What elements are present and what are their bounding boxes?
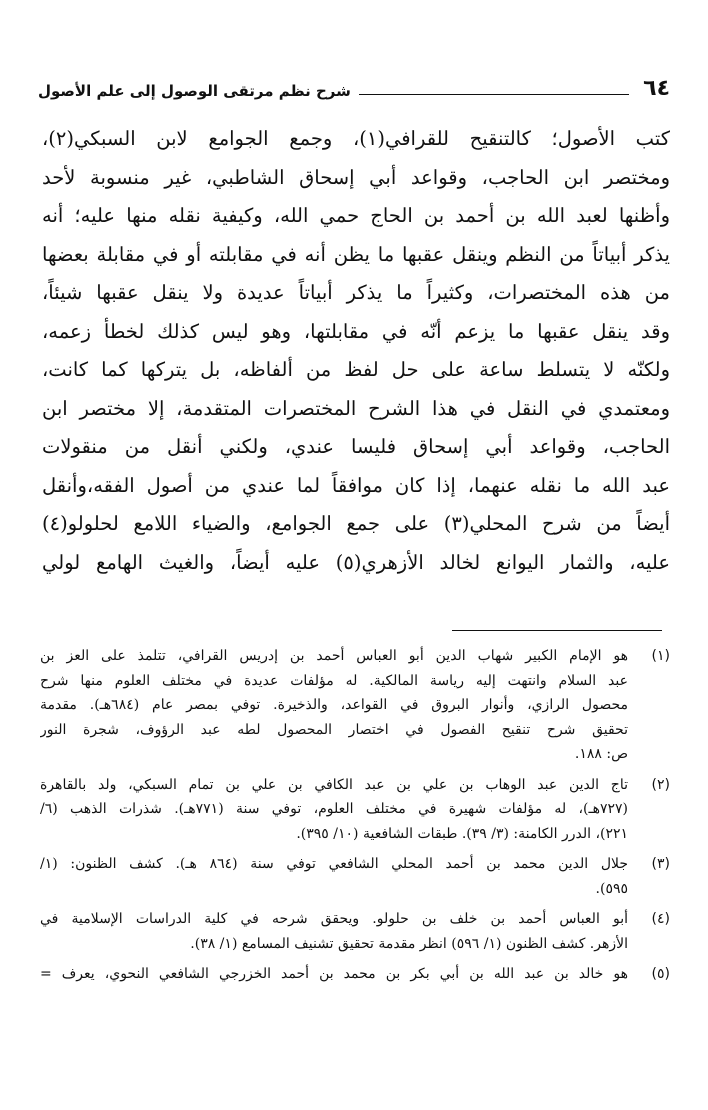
footnote-number: (٥) [651,966,670,982]
footnote-line: تاج الدين عبد الوهاب بن علي بن عبد الكافي بن علي بن تمام السبكي، ولد بالقاهرة [40,776,628,793]
footnote-5 [40,962,670,987]
footnote-line: هو خالد بن عبد الله بن أبي بكر بن محمد بن أحمد الخزرجي الشافعي النحوي، يعرف = [40,966,628,982]
footnote-body [40,852,628,901]
footnote-line: الأزهر. كشف الظنون (١/ ٥٩٦) انظر مقدمة تحقيق تشنيف المسامع (١/ ٣٨). [190,935,628,952]
text-line: عليه، والثمار اليوانع لخالد الأزهري(٥) عليه أيضاً، والغيث الهامع لولي [42,550,670,574]
text-line: وقد ينقل عقبها ما يزعم أنّه في مقابلتها، وهو ليس كذلك لخطأ زعمه، [42,319,670,343]
footnote-body [40,962,628,987]
footnote-4 [40,907,670,956]
page-number: ٦٤ [643,76,670,101]
text-line: يذكر أبياتاً من النظم وينقل عقبها ما يظن أنه في مقابلته أو في مقابلة بعضها [42,242,670,266]
text-line: الحاجب، وقواعد أبي إسحاق فليسا عندي، ولكني أنقل من منقولات [42,435,670,458]
footnote-2 [40,773,670,847]
text-line: وأظنها لعبد الله بن أحمد بن الحاج حمي الله، وكيفية نقله منها عليه؛ أنه [42,204,670,227]
footnote-number: (٤) [651,911,670,927]
footnote-line: عبد السلام وانتهت إليه رياسة المالكية. له مؤلفات عديدة في مختلف العلوم منها شرح [40,672,628,689]
footnote-line: ٢٢١)، الدرر الكامنة: (٣/ ٣٩). طبقات الشافعية (١٠/ ٣٩٥). [296,825,628,842]
footnote-body [40,644,628,767]
text-line: كتب الأصول؛ كالتنقيح للقرافي(١)، وجمع الجوامع لابن السبكي(٢)، [42,127,670,150]
footnote-1 [40,644,670,767]
footnote-number: (١) [651,648,670,664]
footnote-number: (٣) [651,856,670,872]
text-line: ولكنّه لا يتسلط ساعة على حل لفظ من ألفاظه، بل يتركها كما كانت، [42,358,670,381]
footnote-line: أبو العباس أحمد بن خلف بن حلولو. ويحقق شرحه في كلية الدراسات الإسلامية في [40,911,628,927]
running-title: شرح نظم مرتقى الوصول إلى علم الأصول [38,82,351,100]
footnote-body [40,773,628,847]
footnotes [40,644,670,993]
footnote-line: ص: ١٨٨. [574,746,628,762]
footnote-3 [40,852,670,901]
footnote-number: (٢) [651,776,670,793]
footnote-line: هو الإمام الكبير شهاب الدين أبو العباس أحمد بن إدريس القرافي، تتلمذ على العز بن [40,648,628,664]
text-line: ومختصر ابن الحاجب، وقواعد أبي إسحاق الشاطبي، غير منسوبة لأحد [42,165,670,189]
footnote-line: (٧٢٧هـ)، له مؤلفات شهيرة في مختلف العلوم، توفي سنة (٧٧١هـ). شذرات الذهب (٦/ [40,801,628,817]
footnote-line: محصول الرازي، وأنوار البروق في القواعد، والذخيرة. توفي بمصر عام (٦٨٤هـ). مقدمة [40,697,628,713]
footnote-body [40,907,628,956]
text-line: عبد الله ما نقله عنهما، إذا كان موافقاً لما عندي من أصول الفقه،وأنقل [42,473,670,497]
text-line: أيضاً من شرح المحلي(٣) على جمع الجوامع، والضياء اللامع لحلولو(٤) [42,512,670,535]
footnote-separator [452,630,662,631]
main-text [42,120,670,582]
text-line: من هذه المختصرات، وكثيراً ما يذكر أبياتاً عديدة ولا ينقل عقبها شيئاً، [42,281,670,304]
header-rule [359,94,629,95]
footnote-line: جلال الدين محمد بن أحمد المحلي الشافعي توفي سنة (٨٦٤ هـ). كشف الظنون: (١/ [40,856,628,872]
footnote-line: تحقيق شرح تنقيح الفصول في اختصار المحصول لطه عبد الرؤوف، شجرة النور [40,721,628,738]
footnote-line: ٥٩٥). [595,880,628,897]
text-line: ومعتمدي في النقل في هذا الشرح المختصرات المتقدمة، إلا مختصر ابن [42,396,670,420]
running-header [38,66,670,100]
